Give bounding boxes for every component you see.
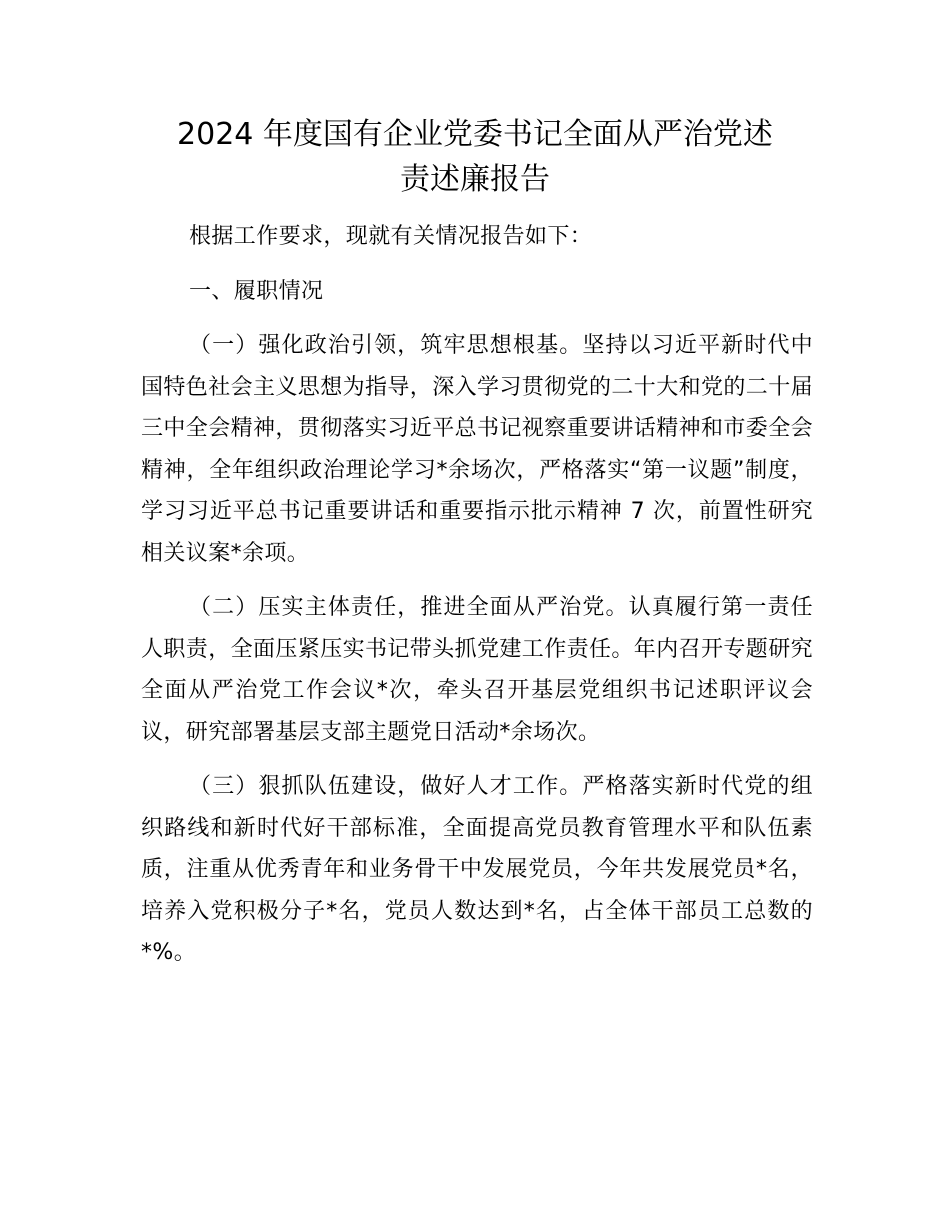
document-title: [140, 112, 810, 202]
section-heading: 一、履职情况: [189, 278, 324, 304]
document-body: [141, 216, 813, 987]
paragraph-team-building: （三）狠抓队伍建设，做好人才工作。严格落实新时代党的组织路线和新时代好干部标准，全面提高党员教育管理水平和队伍素质，注重从优秀青年和业务骨干中发展党员，今年共发展党员*名，培养入党积极分子*名，党员人数达到*名，占全体干部员工总数的*%。: [141, 774, 813, 965]
title-line-2: 责述廉报告: [400, 162, 550, 197]
intro-paragraph: 根据工作要求，现就有关情况报告如下：: [189, 224, 593, 249]
title-line-1: 2024 年度国有企业党委书记全面从严治党述: [177, 117, 773, 152]
paragraph-political-guidance: （一）强化政治引领，筑牢思想根基。坚持以习近平新时代中国特色社会主义思想为指导，深入学习贯彻党的二十大和党的二十届三中全会精神，贯彻落实习近平总书记视察重要讲话精神和市委全会精神，全年组织政治理论学习*余场次，严格落实“第一议题”制度，学习习近平总书记重要讲话和重要指示批示精神 7 次，前置性研究相关议案*余项。: [141, 333, 814, 566]
paragraph-main-responsibility: （二）压实主体责任，推进全面从严治党。认真履行第一责任人职责，全面压紧压实书记带头抓党建工作责任。年内召开专题研究全面从严治党工作会议*次，牵头召开基层党组织书记述职评议会议，研究部署基层支部主题党日活动*余场次。: [141, 595, 814, 745]
